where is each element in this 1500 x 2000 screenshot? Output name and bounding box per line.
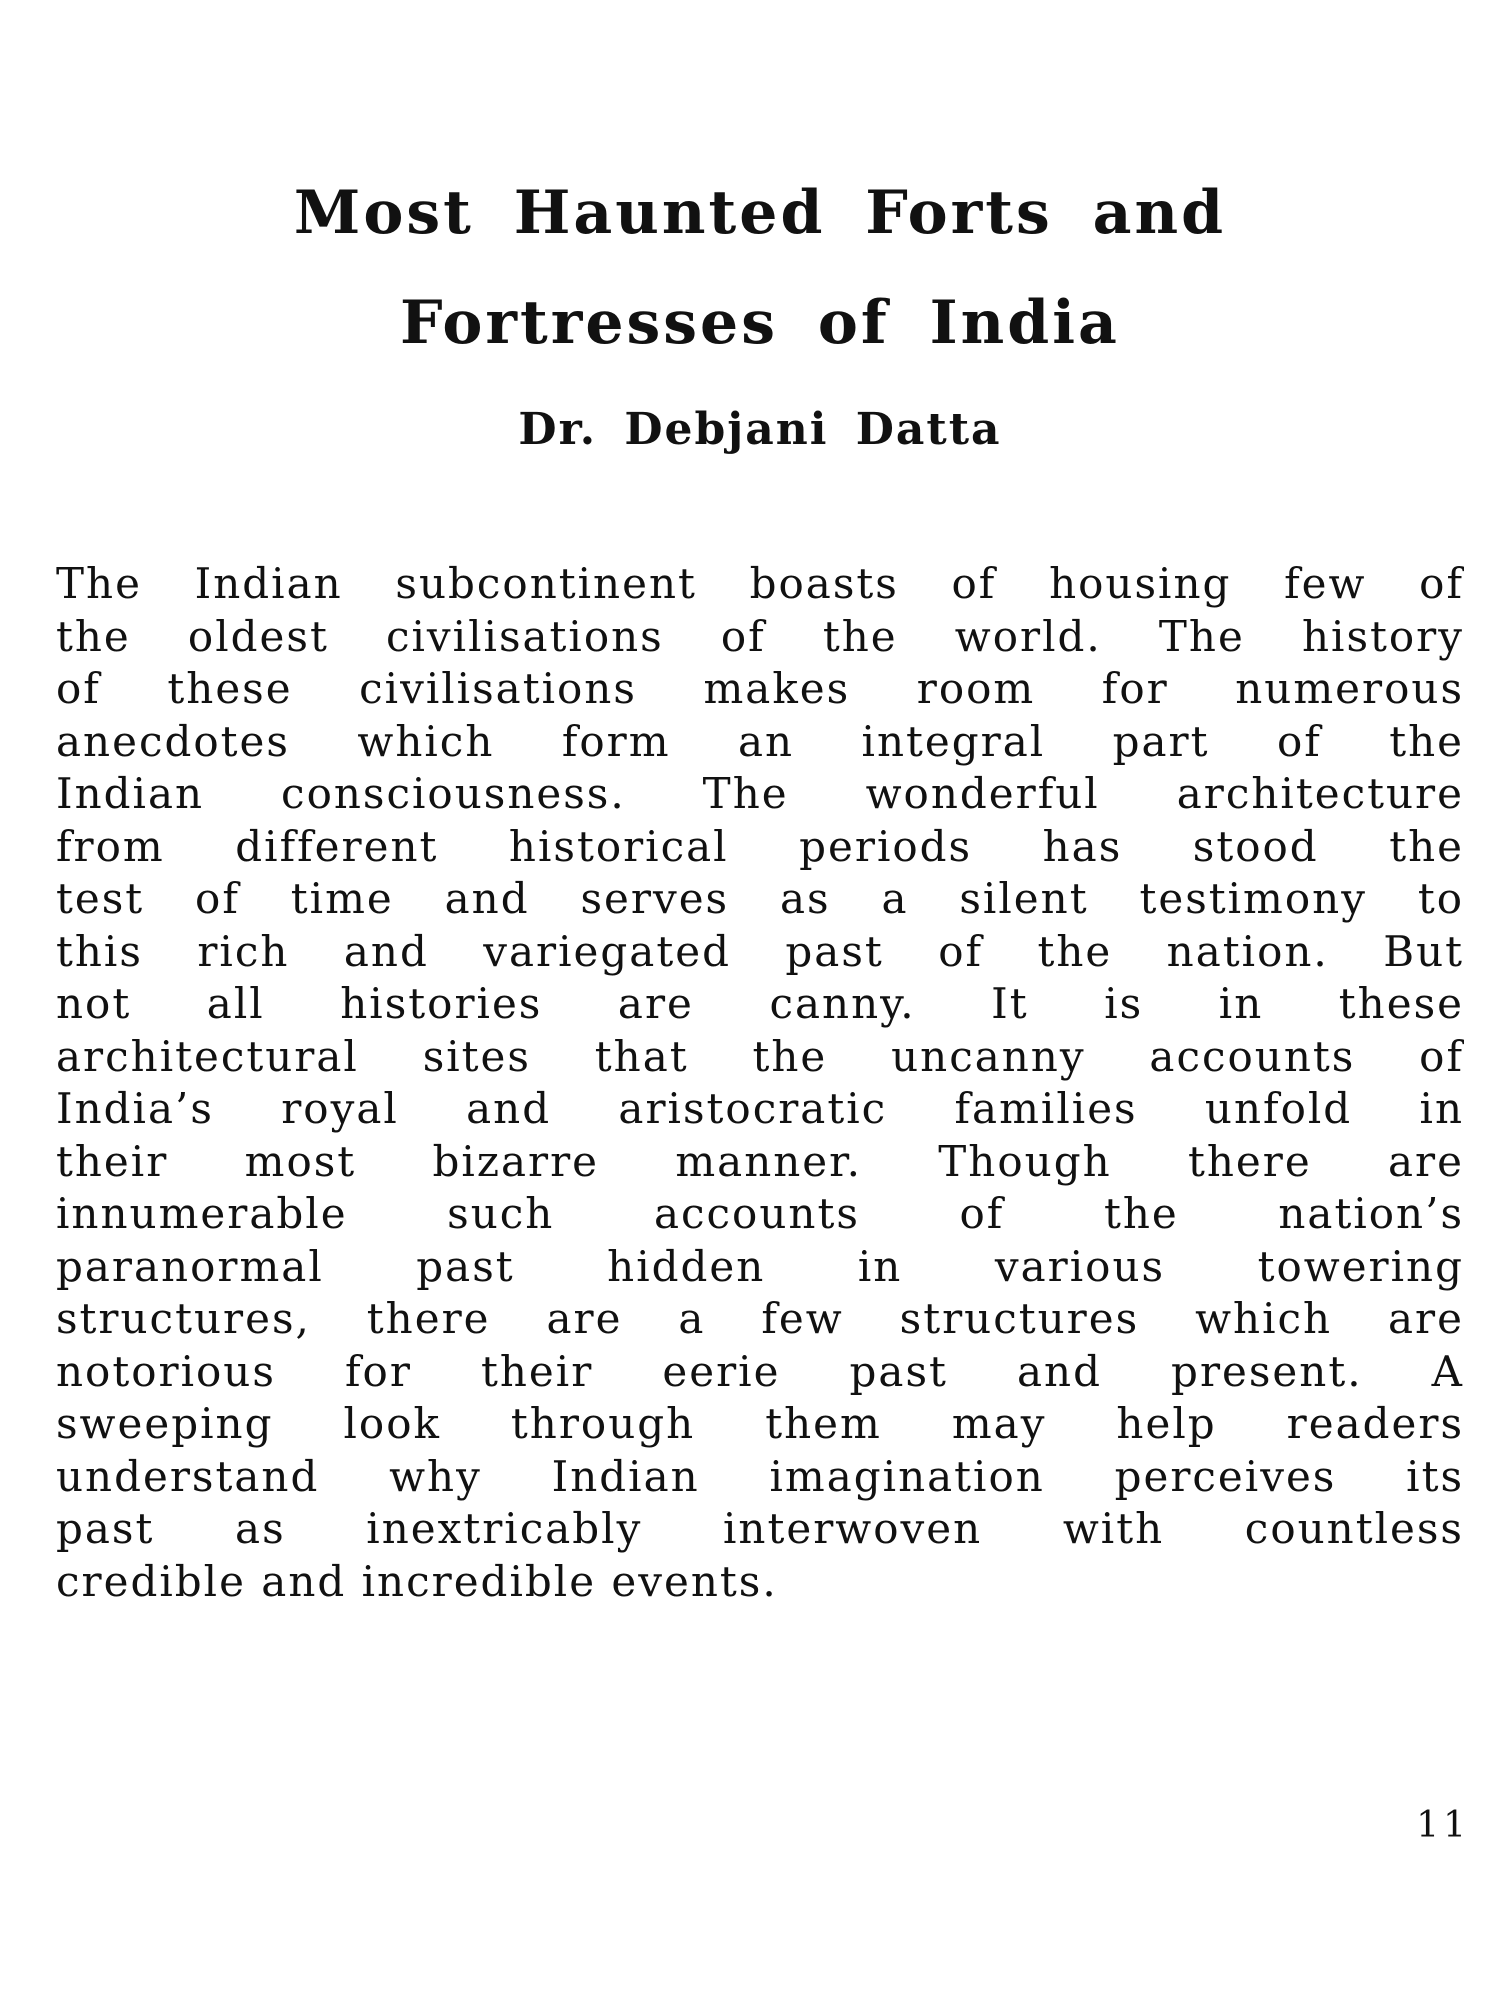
body-line: test of time and serves as a silent testimony to — [56, 874, 1464, 923]
chapter-title-line-2: Fortresses of India — [400, 288, 1120, 358]
body-line: their most bizarre manner. Though there are — [56, 1136, 1464, 1186]
body-line: structures, there are a few structures which are — [56, 1294, 1464, 1343]
body-line: of these civilisations makes room for numerous — [56, 664, 1464, 713]
chapter-title — [150, 158, 1370, 378]
body-line: this rich and variegated past of the nation. But — [56, 926, 1464, 976]
body-line-last: credible and incredible events. — [56, 1556, 778, 1606]
body-line: India’s royal and aristocratic families unfold in — [56, 1084, 1464, 1133]
body-line: sweeping look through them may help readers — [56, 1399, 1464, 1448]
body-line: not all histories are canny. It is in these — [56, 979, 1464, 1028]
body-line: The Indian subcontinent boasts of housing few of — [56, 559, 1464, 608]
body-line: from different historical periods has stood the — [56, 821, 1464, 871]
author-name: Dr. Debjani Datta — [518, 404, 1002, 455]
body-line: past as inextricably interwoven with countless — [56, 1504, 1464, 1553]
body-line: innumerable such accounts of the nation’s — [56, 1189, 1464, 1238]
body-line: the oldest civilisations of the world. The history — [56, 611, 1464, 661]
body-line: notorious for their eerie past and present. A — [56, 1346, 1464, 1396]
body-paragraph — [56, 558, 1464, 1608]
chapter-title-line-1: Most Haunted Forts and — [293, 178, 1227, 248]
body-line: anecdotes which form an integral part of the — [56, 716, 1464, 766]
page-number: 11 — [1416, 1805, 1470, 1846]
body-line: architectural sites that the uncanny accounts of — [56, 1031, 1464, 1081]
body-line: Indian consciousness. The wonderful architecture — [56, 769, 1464, 818]
body-line: understand why Indian imagination perceives its — [56, 1451, 1464, 1501]
body-line: paranormal past hidden in various towering — [56, 1241, 1464, 1291]
